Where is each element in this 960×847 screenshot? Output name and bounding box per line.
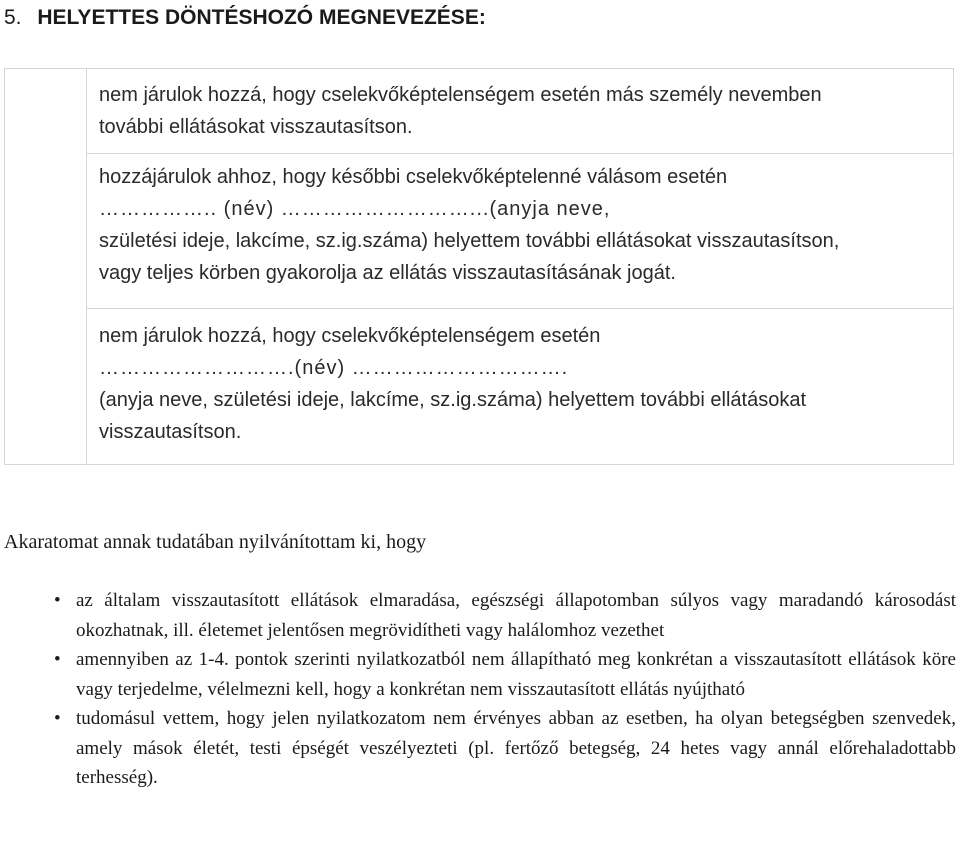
option-line: születési ideje, lakcíme, sz.ig.száma) helyettem további ellátásokat visszautasítson, [99,230,840,252]
list-item [48,704,956,793]
option-line: visszautasítson. [99,421,242,443]
option-line: nem járulok hozzá, hogy cselekvőképtelenségem esetén [99,325,601,347]
option-no-consent-substitute [99,320,935,448]
row-separator [86,153,953,154]
section-number: 5. [4,6,22,29]
bullet-icon: • [54,590,61,611]
option-line: (anyja neve, születési ideje, lakcíme, sz.ig.száma) helyettem további ellátásokat [99,389,807,411]
options-table [4,68,954,465]
option-no-substitute [99,79,935,143]
list-item-text: tudomásul vettem, hogy jelen nyilatkozatom nem érvényes abban az esetben, ha olyan betegségben szenvedek, amely mások életét, testi épségét veszélyezteti (pl. fertőző betegség, 24 hetes vagy annál előrehaladottabb terhesség). [76,708,956,788]
list-item [48,645,956,704]
option-line: hozzájárulok ahhoz, hogy későbbi cselekvőképtelenné válásom esetén [99,166,728,188]
checkbox-column-divider [86,69,87,464]
row-separator [86,308,953,309]
name-fill-line: ……………………….(név) …………………………. [99,357,569,379]
section-heading [4,5,486,31]
option-line: nem járulok hozzá, hogy cselekvőképtelenségem esetén más személy nevemben [99,84,822,106]
option-appoint-substitute [99,161,935,289]
list-item [48,586,956,645]
option-line: vagy teljes körben gyakorolja az ellátás visszautasításának jogát. [99,262,676,284]
name-fill-line: …………….. (név) ………………………...(anyja neve, [99,198,611,220]
declaration-intro: Akaratomat annak tudatában nyilvánítottam ki, hogy [4,531,427,553]
bullet-icon: • [54,649,61,670]
option-line: további ellátásokat visszautasítson. [99,116,413,138]
bullet-icon: • [54,708,61,729]
list-item-text: az általam visszautasított ellátások elmaradása, egészségi állapotomban súlyos vagy maradandó károsodást okozhatnak, ill. életemet jelentősen megrövidítheti vagy halálomhoz vezethet [76,590,956,641]
declaration-list [48,586,956,793]
section-title: HELYETTES DÖNTÉSHOZÓ MEGNEVEZÉSE: [37,6,486,29]
list-item-text: amennyiben az 1-4. pontok szerinti nyilatkozatból nem állapítható meg konkrétan a visszautasított ellátások köre vagy terjedelme, vélelmezni kell, hogy a konkrétan nem visszautasított ellátás nyújtható [76,649,956,700]
